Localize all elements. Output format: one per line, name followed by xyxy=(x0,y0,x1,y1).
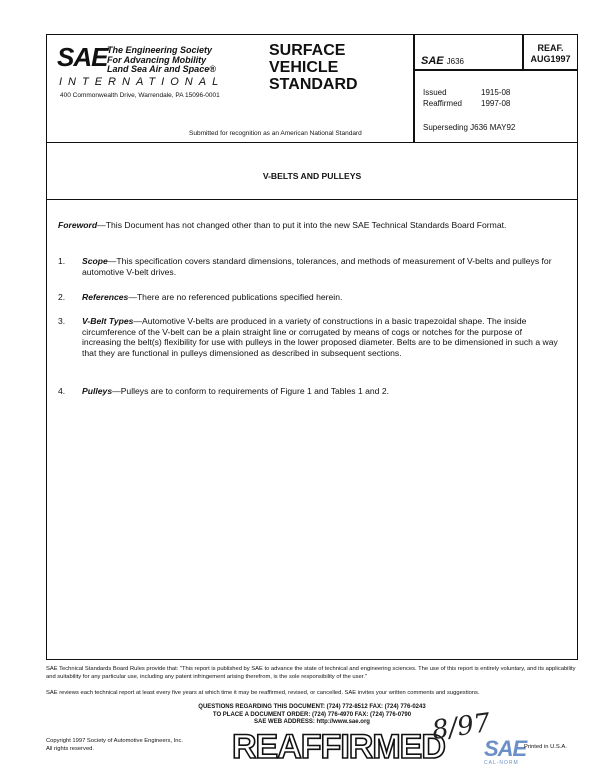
society-line: The Engineering Society xyxy=(107,45,213,55)
doc-number: J636 xyxy=(446,57,464,66)
document-id xyxy=(421,51,464,69)
header-divider xyxy=(413,35,415,142)
section-scope xyxy=(82,256,560,277)
society-line: Land Sea Air and Space xyxy=(107,64,210,74)
reaffirmed-label: Reaffirmed xyxy=(423,99,462,108)
copyright: Copyright 1997 Society of Automotive Engineers, Inc. xyxy=(46,738,183,744)
reaf-line: REAF. xyxy=(537,43,564,53)
header-box xyxy=(46,34,578,143)
section-text: —Automotive V-belts are produced in a variety of constructions in a basic trapezoidal shape. The inside circumference of the V-belt can be a plain straight line or corrugated by means of cogs or notches for the purpose of increasing the belt(s) flexibility for use with pulleys in the lower proposed diameter. Belts are to be dimensioned in such a way that they are functional in pulleys dimensioned as described in subsequent sections. xyxy=(82,316,558,358)
footer-contacts xyxy=(46,704,578,727)
header-divider xyxy=(413,69,577,71)
section-label: V-Belt Types xyxy=(82,316,134,326)
section-label: References xyxy=(82,292,129,302)
section-text: —Pulleys are to conform to requirements of Figure 1 and Tables 1 and 2. xyxy=(112,386,390,396)
contact-web: SAE WEB ADDRESS: http://www.sae.org xyxy=(254,719,370,725)
superseding: Superseding J636 MAY92 xyxy=(423,123,516,132)
logo-text: SAE xyxy=(57,42,108,72)
document-title: V-BELTS AND PULLEYS xyxy=(262,171,362,181)
address: 400 Commonwealth Drive, Warrendale, PA 15096-0001 xyxy=(60,92,220,99)
registered-mark: ® xyxy=(209,64,216,74)
watermark-sae: SAE xyxy=(484,736,527,761)
reaf-line: AUG1997 xyxy=(530,54,571,64)
footer-rules: SAE Technical Standards Board Rules provide that: "This report is published by SAE to advance the state of technical and engineering sciences. The use of this report is entirely voluntary, and its applicability and suitability for any particular use, including any patent infringement arising therefrom, is the sole responsibility of the user." xyxy=(46,666,576,680)
section-vbelt-types xyxy=(82,316,560,358)
section-number: 3. xyxy=(58,316,66,326)
contact-order: TO PLACE A DOCUMENT ORDER: (724) 776-4970 FAX: (724) 776-0790 xyxy=(212,711,412,718)
reaffirmed-stamp: REAFFIRMED xyxy=(232,728,445,766)
section-number: 4. xyxy=(58,386,66,396)
reaffirmation-code xyxy=(524,43,577,65)
section-number: 1. xyxy=(58,256,66,266)
issued-date: 1915-08 xyxy=(481,88,511,97)
foreword xyxy=(58,220,558,231)
society-line: For Advancing Mobility xyxy=(107,54,207,65)
standard-type xyxy=(269,42,358,93)
foreword-text: —This Document has not changed other than to put it into the new SAE Technical Standards Board Format. xyxy=(97,220,507,230)
printed-in: Printed in U.S.A. xyxy=(524,744,567,750)
handwritten-date: 8/97 xyxy=(430,708,493,746)
section-label: Pulleys xyxy=(82,386,113,396)
section-pulleys xyxy=(82,386,560,397)
society-tagline xyxy=(107,46,257,75)
rights: All rights reserved. xyxy=(46,745,95,752)
reaffirmed-date: 1997-08 xyxy=(481,99,511,108)
standard-type-line: VEHICLE xyxy=(269,59,339,76)
contact-questions: QUESTIONS REGARDING THIS DOCUMENT: (724) 772-8512 FAX: (724) 776-0243 xyxy=(198,704,426,710)
section-text: —There are no referenced publications specified herein. xyxy=(128,292,343,302)
issued-label: Issued xyxy=(423,88,447,97)
section-number: 2. xyxy=(58,292,66,302)
watermark-norm: CAL-NORM xyxy=(484,760,519,766)
sae-logo xyxy=(57,44,107,71)
international-label: INTERNATIONAL xyxy=(59,76,225,88)
dates-block xyxy=(423,87,510,109)
copyright-block xyxy=(46,738,183,753)
footer-review: SAE reviews each technical report at least every five years at which time it may be reaffirmed, revised, or cancelled. SAE invites your written comments and suggestions. xyxy=(46,690,480,696)
submitted-note: Submitted for recognition as an American National Standard xyxy=(189,130,362,137)
title-box xyxy=(46,142,578,200)
doc-sae-mark: SAE xyxy=(421,55,444,67)
standard-type-line: STANDARD xyxy=(269,76,358,93)
standard-type-line: SURFACE xyxy=(269,42,346,59)
section-references xyxy=(82,292,560,303)
foreword-label: Foreword xyxy=(58,220,98,230)
cal-norm-watermark xyxy=(484,738,526,766)
section-text: —This specification covers standard dimensions, tolerances, and methods of measurement of V-belts and pulleys for automotive V-belt drives. xyxy=(82,256,552,277)
section-label: Scope xyxy=(82,256,108,266)
